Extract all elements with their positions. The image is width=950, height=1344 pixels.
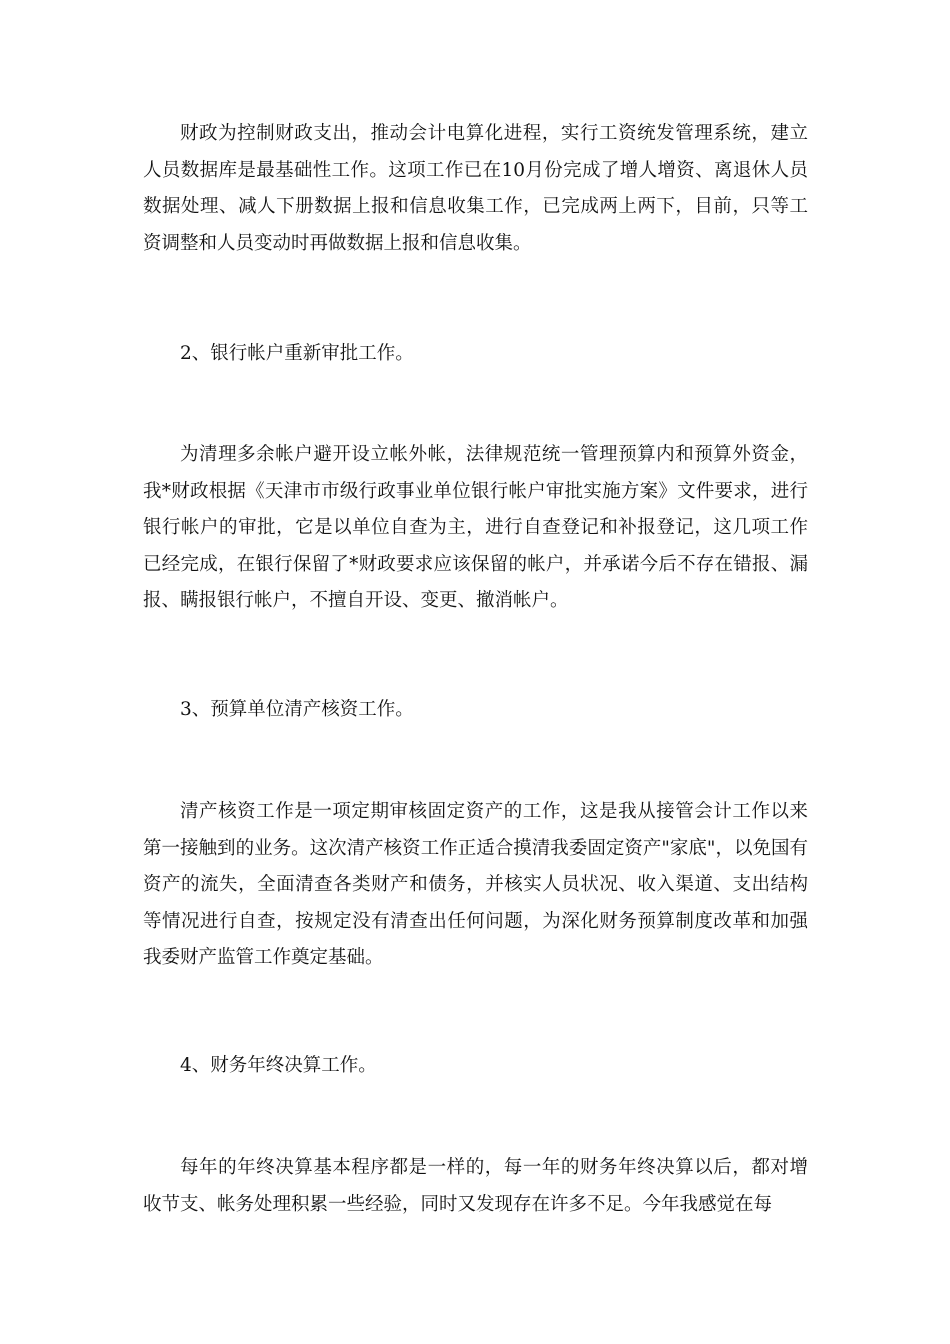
paragraph-bank-account-approval: 为清理多余帐户避开设立帐外帐，法律规范统一管理预算内和预算外资金，我*财政根据《天津市市级行政事业单位银行帐户审批实施方案》文件要求，进行银行帐户的审批，它是以单位自查为主，进行自查登记和补报登记，这几项工作已经完成，在银行保留了*财政要求应该保留的帐户，并承诺今后不存在错报、漏报、瞒报银行帐户，不擅自开设、变更、撤消帐户。	[143, 444, 808, 611]
heading-year-end-accounts: 4、财务年终决算工作。	[180, 1055, 377, 1076]
heading-asset-verification: 3、预算单位清产核资工作。	[180, 699, 414, 720]
paragraph-asset-verification: 清产核资工作是一项定期审核固定资产的工作，这是我从接管会计工作以来第一接触到的业务。这次清产核资工作正适合摸清我委固定资产"家底"，以免国有资产的流失，全面清查各类财产和债务，并核实人员状况、收入渠道、支出结构等情况进行自查，按规定没有清查出任何问题，为深化财务预算制度改革和加强我委财产监管工作奠定基础。	[143, 801, 808, 968]
paragraph-payroll-database: 财政为控制财政支出，推动会计电算化进程，实行工资统发管理系统，建立人员数据库是最基础性工作。这项工作已在10月份完成了增人增资、离退休人员数据处理、减人下册数据上报和信息收集工作，已完成两上两下，目前，只等工资调整和人员变动时再做数据上报和信息收集。	[143, 123, 808, 254]
heading-bank-account-approval: 2、银行帐户重新审批工作。	[180, 343, 414, 364]
paragraph-year-end-accounts: 每年的年终决算基本程序都是一样的，每一年的财务年终决算以后，都对增收节支、帐务处理积累一些经验，同时又发现存在许多不足。今年我感觉在每	[143, 1157, 808, 1215]
